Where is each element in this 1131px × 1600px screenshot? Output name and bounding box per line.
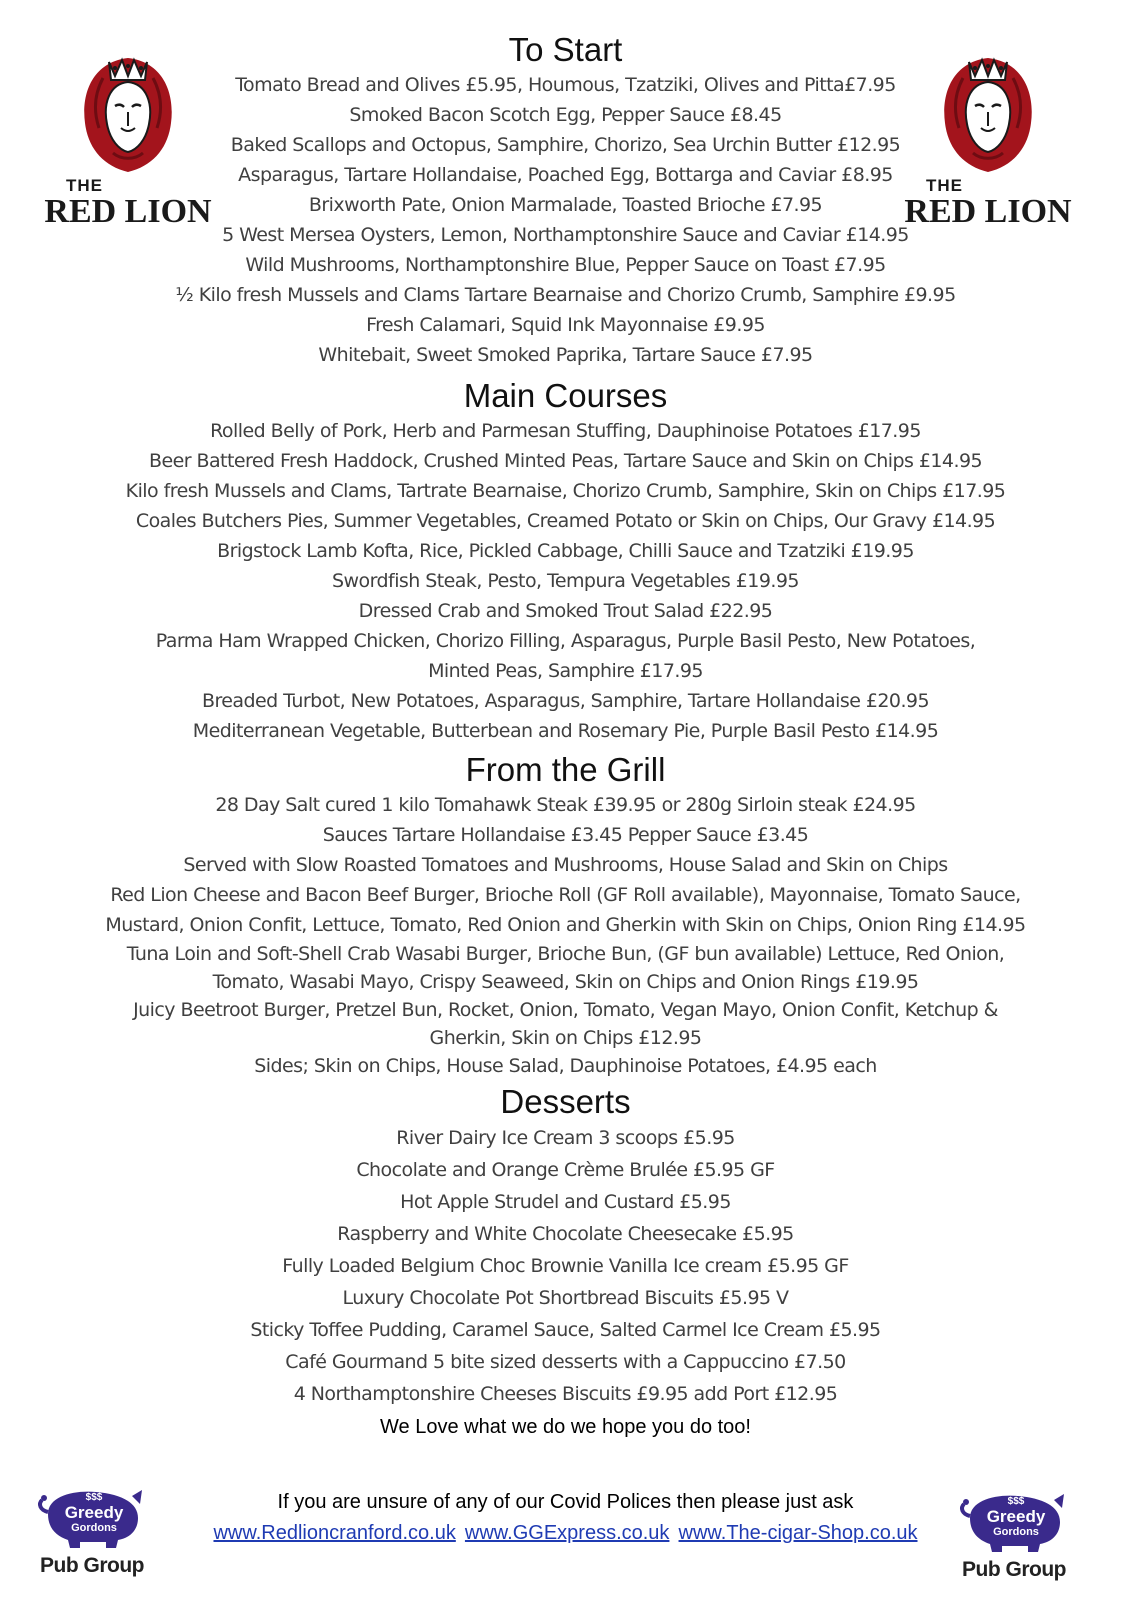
pig-icon — [34, 1484, 150, 1550]
menu-item: Hot Apple Strudel and Custard £5.95 — [400, 1191, 731, 1213]
menu-item: Mustard, Onion Confit, Lettuce, Tomato, Red Onion and Gherkin with Skin on Chips, Onion Ring £14.95 — [105, 914, 1026, 936]
menu-item: Sides; Skin on Chips, House Salad, Dauphinoise Potatoes, £4.95 each — [254, 1055, 877, 1077]
menu-item: Tomato, Wasabi Mayo, Crispy Seaweed, Skin on Chips and Onion Rings £19.95 — [212, 971, 919, 993]
menu-item: Parma Ham Wrapped Chicken, Chorizo Filling, Asparagus, Purple Basil Pesto, New Potatoes, — [155, 630, 976, 652]
menu-item: Beer Battered Fresh Haddock, Crushed Minted Peas, Tartare Sauce and Skin on Chips £14.95 — [148, 450, 983, 472]
badge-top: $$$ — [1007, 1496, 1025, 1507]
menu-item: Coales Butchers Pies, Summer Vegetables, Creamed Potato or Skin on Chips, Our Gravy £14.95 — [135, 510, 996, 532]
menu-item: 4 Northamptonshire Cheeses Biscuits £9.95 add Port £12.95 — [293, 1383, 838, 1405]
menu-item: Minted Peas, Samphire £17.95 — [428, 660, 703, 682]
menu-item: Luxury Chocolate Pot Shortbread Biscuits £5.95 V — [342, 1287, 789, 1309]
menu-item: Fully Loaded Belgium Choc Brownie Vanilla Ice cream £5.95 GF — [282, 1255, 849, 1277]
pig-icon — [956, 1488, 1072, 1554]
menu-item: Gherkin, Skin on Chips £12.95 — [429, 1027, 702, 1049]
menu-item: Juicy Beetroot Burger, Pretzel Bun, Rocket, Onion, Tomato, Vegan Mayo, Onion Confit, Ketchup & — [133, 999, 998, 1021]
section-title-desserts: Desserts — [500, 1083, 631, 1120]
tagline: We Love what we do we hope you do too! — [380, 1416, 751, 1438]
grill-section — [0, 750, 1131, 1080]
menu-item: Breaded Turbot, New Potatoes, Asparagus, Samphire, Tartare Hollandaise £20.95 — [201, 690, 930, 712]
menu-item: Sauces Tartare Hollandaise £3.45 Pepper Sauce £3.45 — [322, 824, 809, 846]
desserts-section — [0, 1082, 1131, 1444]
pub-group-label: Pub Group — [962, 1558, 1066, 1581]
logo-the: THE — [926, 176, 963, 195]
menu-item: Wild Mushrooms, Northamptonshire Blue, Pepper Sauce on Toast £7.95 — [245, 254, 886, 276]
badge-name-2: Gordons — [993, 1526, 1039, 1538]
menu-item: Café Gourmand 5 bite sized desserts with a Cappuccino £7.50 — [285, 1351, 846, 1373]
badge-name-1: Greedy — [986, 1507, 1046, 1526]
menu-item: ½ Kilo fresh Mussels and Clams Tartare Bearnaise and Chorizo Crumb, Samphire £9.95 — [175, 284, 956, 306]
link-cigar-shop[interactable]: www.The-cigar-Shop.co.uk — [678, 1522, 918, 1544]
starters-section — [0, 30, 1131, 370]
menu-item: Fresh Calamari, Squid Ink Mayonnaise £9.95 — [366, 314, 765, 336]
menu-item: Brixworth Pate, Onion Marmalade, Toasted Brioche £7.95 — [308, 194, 823, 216]
greedy-gordons-logo-left — [32, 1484, 152, 1578]
menu-item: Tomato Bread and Olives £5.95, Houmous, Tzatziki, Olives and Pitta£7.95 — [235, 74, 896, 96]
menu-item: Baked Scallops and Octopus, Samphire, Chorizo, Sea Urchin Butter £12.95 — [230, 134, 901, 156]
menu-item: Brigstock Lamb Kofta, Rice, Pickled Cabbage, Chilli Sauce and Tzatziki £19.95 — [217, 540, 914, 562]
menu-item: River Dairy Ice Cream 3 scoops £5.95 — [396, 1127, 735, 1149]
menu-item: Dressed Crab and Smoked Trout Salad £22.95 — [358, 600, 773, 622]
menu-item: Raspberry and White Chocolate Cheesecake £5.95 — [337, 1223, 794, 1245]
greedy-gordons-logo-right — [954, 1488, 1074, 1582]
menu-item: Red Lion Cheese and Bacon Beef Burger, Brioche Roll (GF Roll available), Mayonnaise, Tomato Sauce, — [110, 884, 1021, 906]
menu-item: Sticky Toffee Pudding, Caramel Sauce, Salted Carmel Ice Cream £5.95 — [250, 1319, 881, 1341]
mains-section — [0, 376, 1131, 746]
menu-item: Mediterranean Vegetable, Butterbean and Rosemary Pie, Purple Basil Pesto £14.95 — [192, 720, 939, 742]
section-title-starters: To Start — [508, 31, 623, 68]
logo-name: RED LION — [904, 193, 1072, 230]
logo-the: THE — [66, 176, 103, 195]
menu-item: Smoked Bacon Scotch Egg, Pepper Sauce £8.45 — [349, 104, 782, 126]
badge-name-2: Gordons — [71, 1522, 117, 1534]
link-redlion[interactable]: www.Redlioncranford.co.uk — [213, 1522, 456, 1544]
link-ggexpress[interactable]: www.GGExpress.co.uk — [464, 1522, 670, 1544]
covid-note: If you are unsure of any of our Covid Polices then please just ask — [277, 1491, 854, 1513]
menu-item: Swordfish Steak, Pesto, Tempura Vegetables £19.95 — [332, 570, 799, 592]
menu-item: Served with Slow Roasted Tomatoes and Mushrooms, House Salad and Skin on Chips — [183, 854, 948, 876]
section-title-mains: Main Courses — [463, 377, 668, 414]
menu-item: Kilo fresh Mussels and Clams, Tartrate Bearnaise, Chorizo Crumb, Samphire, Skin on Chips £17.95 — [125, 480, 1006, 502]
menu-item: 5 West Mersea Oysters, Lemon, Northamptonshire Sauce and Caviar £14.95 — [222, 224, 909, 246]
menu-item: Whitebait, Sweet Smoked Paprika, Tartare Sauce £7.95 — [318, 344, 813, 366]
badge-top: $$$ — [85, 1492, 103, 1503]
section-title-grill: From the Grill — [465, 751, 666, 788]
badge-name-1: Greedy — [64, 1503, 124, 1522]
logo-name: RED LION — [44, 193, 212, 230]
menu-item: Rolled Belly of Pork, Herb and Parmesan Stuffing, Dauphinoise Potatoes £17.95 — [210, 420, 921, 442]
menu-item: 28 Day Salt cured 1 kilo Tomahawk Steak £39.95 or 280g Sirloin steak £24.95 — [215, 794, 916, 816]
pub-group-label: Pub Group — [40, 1554, 144, 1577]
menu-item: Tuna Loin and Soft-Shell Crab Wasabi Burger, Brioche Bun, (GF bun available) Lettuce, Red Onion, — [126, 943, 1005, 965]
menu-item: Chocolate and Orange Crème Brulée £5.95 GF — [356, 1159, 775, 1181]
menu-item: Asparagus, Tartare Hollandaise, Poached Egg, Bottarga and Caviar £8.95 — [238, 164, 893, 186]
